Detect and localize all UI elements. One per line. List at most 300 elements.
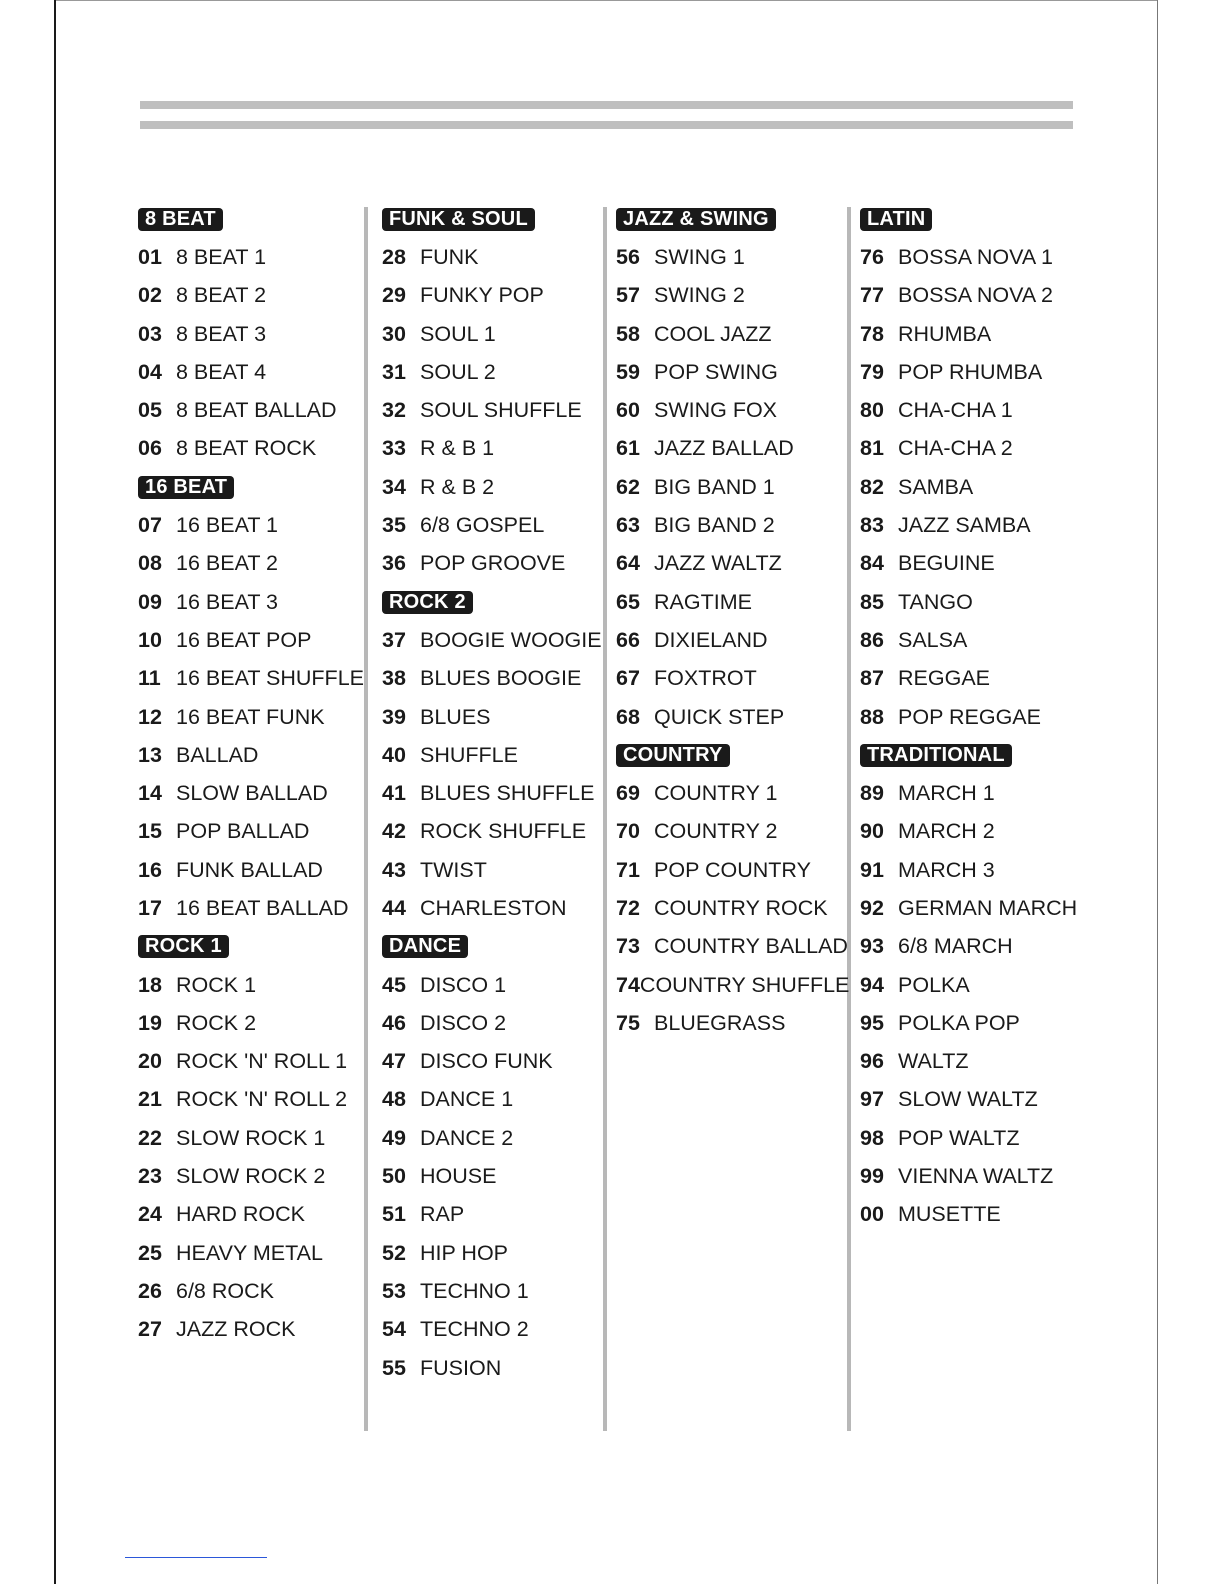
rhythm-item [616,774,848,812]
category-header [616,736,848,774]
rhythm-number: 03 [138,321,162,346]
rhythm-item [860,1004,1085,1042]
rhythm-item [616,545,848,583]
rhythm-number: 06 [138,436,162,461]
rhythm-name: VIENNA WALTZ [898,1164,1054,1189]
rhythm-item [382,430,604,468]
rhythm-name: 16 BEAT 2 [176,551,278,576]
rhythm-item [616,621,848,659]
rhythm-item [138,1234,366,1272]
rhythm-number: 64 [616,551,640,576]
footer-link-underline [125,1557,267,1558]
rhythm-number: 13 [138,742,162,767]
rhythm-name: CHA-CHA 2 [898,436,1013,461]
rhythm-item [860,1157,1085,1195]
rhythm-name: POP REGGAE [898,704,1041,729]
rhythm-name: BEGUINE [898,551,995,576]
rhythm-item [382,315,604,353]
rhythm-item [616,851,848,889]
rhythm-number: 00 [860,1202,884,1227]
rhythm-item [382,277,604,315]
rhythm-number: 24 [138,1202,162,1227]
rhythm-number: 46 [382,1010,406,1035]
rhythm-item [382,698,604,736]
category-header [138,928,366,966]
rhythm-name: SLOW ROCK 1 [176,1125,326,1150]
rhythm-number: 94 [860,972,884,997]
rhythm-number: 41 [382,781,406,806]
rhythm-number: 75 [616,1010,640,1035]
category-label: 16 BEAT [138,476,234,499]
rhythm-item [138,1196,366,1234]
rhythm-name: DISCO 2 [420,1010,507,1035]
rhythm-item [616,660,848,698]
rhythm-number: 71 [616,857,640,882]
rhythm-name: POP GROOVE [420,551,566,576]
rhythm-name: BLUES SHUFFLE [420,781,595,806]
rhythm-number: 82 [860,474,884,499]
rhythm-item [860,506,1085,544]
rhythm-name: QUICK STEP [654,704,785,729]
rhythm-name: RHUMBA [898,321,992,346]
rhythm-number: 39 [382,704,406,729]
rhythm-name: TANGO [898,589,973,614]
rhythm-number: 20 [138,1049,162,1074]
rhythm-item [138,353,366,391]
rhythm-item [382,1157,604,1195]
rhythm-number: 61 [616,436,640,461]
rhythm-column-1 [138,200,366,1349]
category-label: LATIN [860,208,932,231]
rhythm-item [616,583,848,621]
rhythm-name: 6/8 MARCH [898,934,1013,959]
rhythm-number: 72 [616,895,640,920]
category-label: JAZZ & SWING [616,208,776,231]
rhythm-number: 50 [382,1164,406,1189]
rhythm-item [382,851,604,889]
rhythm-item [616,966,848,1004]
rhythm-item [382,1196,604,1234]
rhythm-item [138,391,366,429]
rhythm-item [860,468,1085,506]
rhythm-name: TECHNO 1 [420,1278,529,1303]
rhythm-item [138,774,366,812]
rhythm-item [138,506,366,544]
rhythm-number: 66 [616,627,640,652]
rhythm-item [616,698,848,736]
rhythm-item [138,889,366,927]
category-label: FUNK & SOUL [382,208,535,231]
rhythm-item [382,774,604,812]
rhythm-item [138,851,366,889]
rhythm-name: SAMBA [898,474,974,499]
rhythm-number: 02 [138,283,162,308]
rhythm-number: 99 [860,1164,884,1189]
rhythm-item [138,1081,366,1119]
rhythm-item [382,1234,604,1272]
rhythm-name: RAGTIME [654,589,752,614]
rhythm-item [382,736,604,774]
rhythm-name: FUNKY POP [420,283,544,308]
rhythm-number: 87 [860,666,884,691]
rhythm-item [138,660,366,698]
rhythm-item [138,736,366,774]
rhythm-number: 47 [382,1049,406,1074]
rhythm-item [860,583,1085,621]
category-label: COUNTRY [616,744,730,767]
rhythm-number: 95 [860,1010,884,1035]
rhythm-name: SLOW ROCK 2 [176,1164,326,1189]
rhythm-name: ROCK 'N' ROLL 1 [176,1049,348,1074]
rhythm-number: 37 [382,627,406,652]
rhythm-number: 62 [616,474,640,499]
rhythm-item [616,315,848,353]
rhythm-name: 6/8 ROCK [176,1278,274,1303]
rhythm-number: 77 [860,283,884,308]
rhythm-item [138,698,366,736]
rhythm-item [860,545,1085,583]
rhythm-item [382,468,604,506]
rhythm-number: 81 [860,436,884,461]
rhythm-number: 89 [860,781,884,806]
rhythm-number: 30 [382,321,406,346]
rhythm-item [138,277,366,315]
page-border-right [1157,0,1158,1584]
rhythm-name: BOSSA NOVA 1 [898,244,1053,269]
rhythm-name: DANCE 2 [420,1125,514,1150]
rhythm-name: COUNTRY 2 [654,819,778,844]
rhythm-number: 04 [138,359,162,384]
rhythm-item [616,468,848,506]
rhythm-number: 21 [138,1087,162,1112]
category-header [616,200,848,238]
rhythm-name: ROCK 2 [176,1010,257,1035]
rhythm-number: 34 [382,474,406,499]
rhythm-name: BOSSA NOVA 2 [898,283,1053,308]
rhythm-item [860,889,1085,927]
rhythm-item [860,966,1085,1004]
rhythm-number: 42 [382,819,406,844]
rhythm-number: 97 [860,1087,884,1112]
rhythm-item [382,813,604,851]
rhythm-name: COUNTRY ROCK [654,895,828,920]
rhythm-number: 16 [138,857,162,882]
rhythm-name: FOXTROT [654,666,757,691]
rhythm-name: BLUES BOOGIE [420,666,582,691]
rhythm-name: FUSION [420,1355,502,1380]
rhythm-item [138,1119,366,1157]
rhythm-name: SLOW BALLAD [176,781,328,806]
rhythm-name: DANCE 1 [420,1087,514,1112]
rhythm-number: 28 [382,244,406,269]
rhythm-name: JAZZ BALLAD [654,436,794,461]
rhythm-number: 58 [616,321,640,346]
rhythm-name: POLKA POP [898,1010,1020,1035]
rhythm-name: HIP HOP [420,1240,509,1265]
rhythm-number: 69 [616,781,640,806]
rhythm-name: BLUES [420,704,491,729]
category-header [860,200,1085,238]
rhythm-number: 33 [382,436,406,461]
rhythm-number: 59 [616,359,640,384]
rhythm-item [860,698,1085,736]
rhythm-number: 45 [382,972,406,997]
rhythm-item [616,506,848,544]
rhythm-number: 01 [138,244,162,269]
rhythm-name: WALTZ [898,1049,969,1074]
header-rule-bottom [140,121,1073,129]
rhythm-name: 16 BEAT 1 [176,513,278,538]
rhythm-number: 60 [616,398,640,423]
rhythm-number: 38 [382,666,406,691]
rhythm-number: 56 [616,244,640,269]
rhythm-item [860,1043,1085,1081]
rhythm-number: 80 [860,398,884,423]
page-border-top [54,0,1158,1]
rhythm-number: 57 [616,283,640,308]
rhythm-name: SALSA [898,627,968,652]
rhythm-name: FUNK BALLAD [176,857,323,882]
rhythm-name: SLOW WALTZ [898,1087,1038,1112]
rhythm-name: JAZZ WALTZ [654,551,782,576]
rhythm-name: SWING 2 [654,283,745,308]
rhythm-item [616,928,848,966]
rhythm-item [138,621,366,659]
page-border-left [54,0,56,1584]
rhythm-number: 79 [860,359,884,384]
rhythm-name: BALLAD [176,742,259,767]
rhythm-name: MARCH 1 [898,781,995,806]
rhythm-item [616,889,848,927]
rhythm-name: MARCH 3 [898,857,995,882]
rhythm-number: 27 [138,1317,162,1342]
rhythm-name: 8 BEAT 1 [176,244,267,269]
rhythm-name: SOUL 1 [420,321,496,346]
rhythm-item [382,621,604,659]
rhythm-number: 15 [138,819,162,844]
rhythm-name: COUNTRY SHUFFLE [639,972,850,997]
rhythm-item [860,1119,1085,1157]
rhythm-number: 70 [616,819,640,844]
rhythm-item [860,660,1085,698]
rhythm-name: 8 BEAT 2 [176,283,267,308]
rhythm-item [616,238,848,276]
rhythm-name: HARD ROCK [176,1202,306,1227]
rhythm-number: 32 [382,398,406,423]
rhythm-item [138,1311,366,1349]
rhythm-name: 8 BEAT ROCK [176,436,317,461]
rhythm-name: GERMAN MARCH [898,895,1078,920]
rhythm-item [616,430,848,468]
rhythm-name: CHARLESTON [420,895,567,920]
rhythm-name: 16 BEAT SHUFFLE [176,666,364,691]
rhythm-name: 8 BEAT 4 [176,359,267,384]
rhythm-number: 31 [382,359,406,384]
rhythm-number: 36 [382,551,406,576]
rhythm-item [382,1119,604,1157]
category-header [382,928,604,966]
category-header [382,200,604,238]
rhythm-number: 26 [138,1278,162,1303]
rhythm-name: BOOGIE WOOGIE [420,627,602,652]
rhythm-number: 88 [860,704,884,729]
rhythm-item [382,353,604,391]
rhythm-number: 54 [382,1317,406,1342]
rhythm-number: 19 [138,1010,162,1035]
rhythm-number: 35 [382,513,406,538]
rhythm-item [860,353,1085,391]
rhythm-item [382,660,604,698]
rhythm-name: JAZZ ROCK [176,1317,296,1342]
rhythm-item [382,1004,604,1042]
header-rule-top [140,101,1073,109]
rhythm-name: POLKA [898,972,970,997]
rhythm-name: ROCK SHUFFLE [420,819,587,844]
rhythm-item [138,315,366,353]
rhythm-item [138,813,366,851]
rhythm-item [138,1272,366,1310]
rhythm-name: POP SWING [654,359,778,384]
rhythm-number: 05 [138,398,162,423]
rhythm-name: POP BALLAD [176,819,310,844]
rhythm-item [616,813,848,851]
rhythm-name: COUNTRY BALLAD [654,934,848,959]
rhythm-name: POP WALTZ [898,1125,1020,1150]
rhythm-name: POP RHUMBA [898,359,1043,384]
rhythm-name: SWING 1 [654,244,745,269]
rhythm-name: SHUFFLE [420,742,518,767]
rhythm-item [138,545,366,583]
rhythm-number: 11 [138,666,161,691]
rhythm-number: 14 [138,781,162,806]
rhythm-number: 07 [138,513,162,538]
rhythm-name: COUNTRY 1 [654,781,778,806]
rhythm-number: 43 [382,857,406,882]
rhythm-item [860,391,1085,429]
rhythm-number: 17 [138,895,162,920]
rhythm-item [382,391,604,429]
rhythm-item [860,774,1085,812]
rhythm-item [860,315,1085,353]
rhythm-item [138,430,366,468]
rhythm-number: 63 [616,513,640,538]
rhythm-name: JAZZ SAMBA [898,513,1031,538]
category-header [860,736,1085,774]
rhythm-number: 65 [616,589,640,614]
rhythm-item [138,1157,366,1195]
rhythm-number: 90 [860,819,884,844]
rhythm-name: BLUEGRASS [654,1010,786,1035]
rhythm-number: 10 [138,627,162,652]
rhythm-number: 93 [860,934,884,959]
category-label: 8 BEAT [138,208,223,231]
rhythm-name: HOUSE [420,1164,497,1189]
rhythm-item [382,506,604,544]
rhythm-number: 73 [616,934,640,959]
category-header [138,468,366,506]
rhythm-number: 09 [138,589,162,614]
rhythm-number: 98 [860,1125,884,1150]
rhythm-column-4 [860,200,1085,1234]
rhythm-number: 83 [860,513,884,538]
rhythm-number: 18 [138,972,162,997]
rhythm-name: 16 BEAT POP [176,627,312,652]
rhythm-item [860,1081,1085,1119]
rhythm-name: BIG BAND 2 [654,513,775,538]
rhythm-item [138,583,366,621]
rhythm-number: 55 [382,1355,406,1380]
rhythm-item [382,1081,604,1119]
rhythm-item [616,1004,848,1042]
rhythm-item [860,430,1085,468]
rhythm-name: TWIST [420,857,487,882]
rhythm-name: R & B 1 [420,436,495,461]
rhythm-number: 68 [616,704,640,729]
rhythm-name: DISCO 1 [420,972,507,997]
rhythm-number: 40 [382,742,406,767]
rhythm-number: 23 [138,1164,162,1189]
rhythm-item [138,1004,366,1042]
rhythm-name: MARCH 2 [898,819,995,844]
rhythm-number: 67 [616,666,640,691]
rhythm-name: COOL JAZZ [654,321,772,346]
rhythm-item [860,1196,1085,1234]
rhythm-name: SOUL SHUFFLE [420,398,582,423]
rhythm-number: 25 [138,1240,162,1265]
rhythm-number: 49 [382,1125,406,1150]
rhythm-number: 08 [138,551,162,576]
rhythm-item [382,1311,604,1349]
rhythm-item [382,1349,604,1387]
rhythm-name: TECHNO 2 [420,1317,529,1342]
rhythm-name: BIG BAND 1 [654,474,775,499]
rhythm-item [382,238,604,276]
rhythm-number: 44 [382,895,406,920]
category-header [138,200,366,238]
rhythm-name: 8 BEAT BALLAD [176,398,337,423]
rhythm-item [616,277,848,315]
rhythm-name: DISCO FUNK [420,1049,553,1074]
rhythm-item [616,391,848,429]
rhythm-name: CHA-CHA 1 [898,398,1013,423]
rhythm-number: 92 [860,895,884,920]
rhythm-item [860,813,1085,851]
rhythm-item [860,928,1085,966]
rhythm-item [382,545,604,583]
rhythm-number: 29 [382,283,406,308]
rhythm-number: 86 [860,627,884,652]
rhythm-name: SOUL 2 [420,359,496,384]
rhythm-number: 84 [860,551,884,576]
rhythm-column-3 [616,200,848,1043]
rhythm-item [860,621,1085,659]
rhythm-item [382,889,604,927]
rhythm-number: 12 [138,704,162,729]
rhythm-number: 22 [138,1125,162,1150]
rhythm-name: ROCK 'N' ROLL 2 [176,1087,348,1112]
rhythm-item [860,277,1085,315]
rhythm-name: RAP [420,1202,465,1227]
rhythm-item [138,1043,366,1081]
rhythm-item [138,238,366,276]
rhythm-item [382,1272,604,1310]
rhythm-column-2 [382,200,604,1387]
rhythm-name: POP COUNTRY [654,857,811,882]
rhythm-name: ROCK 1 [176,972,257,997]
rhythm-name: 6/8 GOSPEL [420,513,545,538]
category-label: ROCK 1 [138,935,229,958]
rhythm-name: DIXIELAND [654,627,768,652]
